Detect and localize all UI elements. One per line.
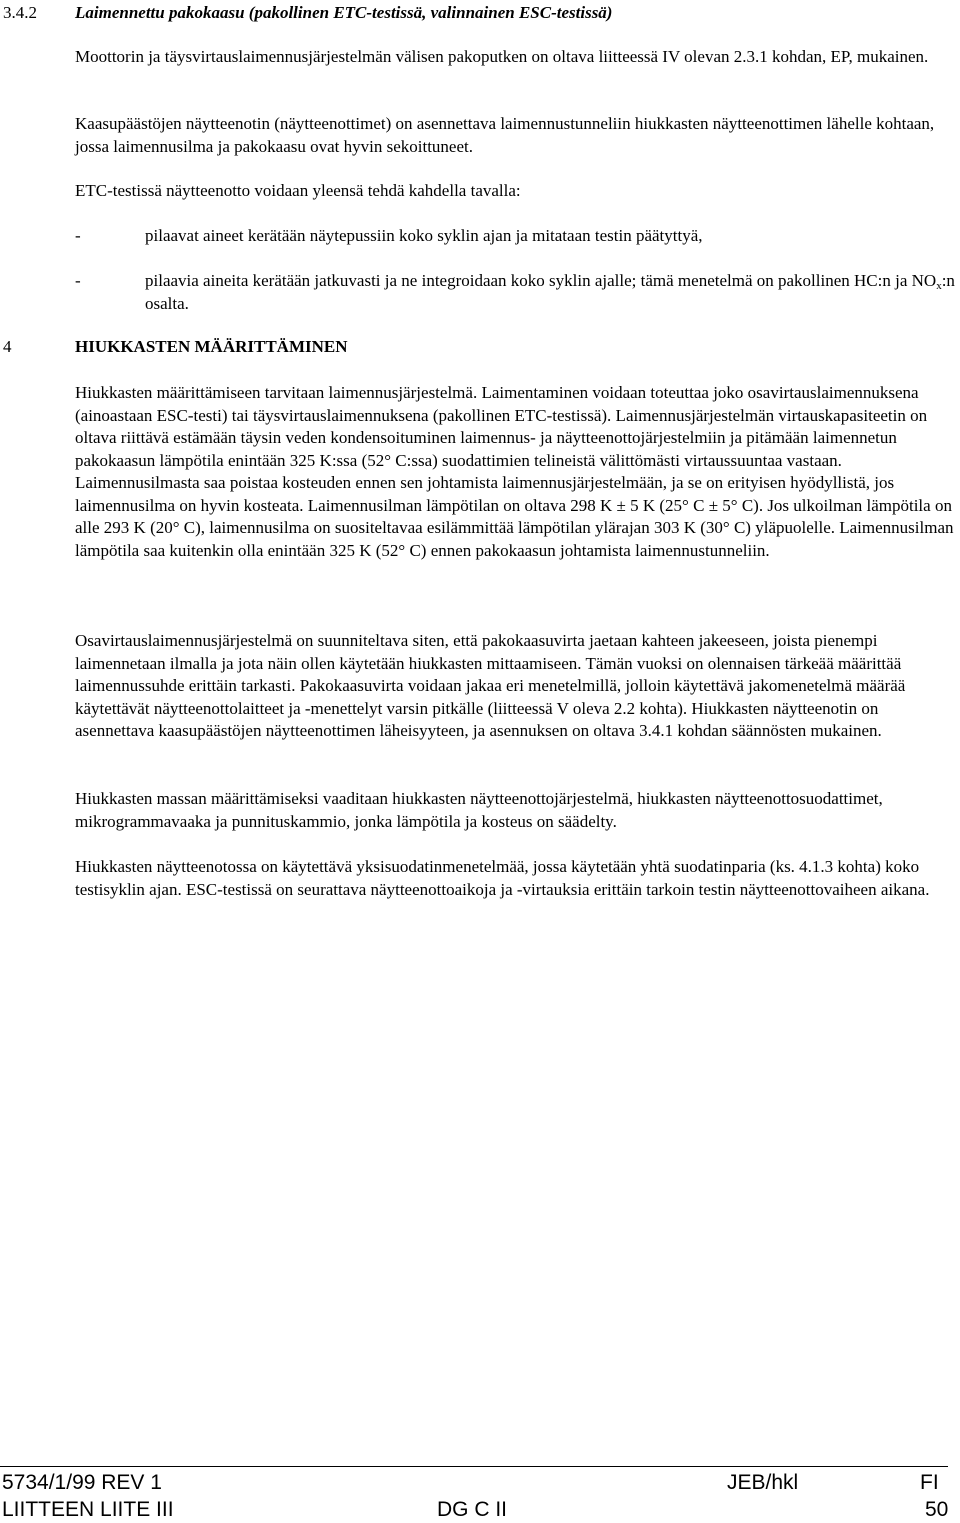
directorate-label: DG C II	[437, 1498, 508, 1521]
document-reference: 5734/1/99 REV 1	[2, 1471, 162, 1494]
page-number: 50	[925, 1498, 949, 1521]
list-dash: -	[75, 271, 81, 290]
author-initials: JEB/hkl	[727, 1471, 799, 1494]
paragraph: Osavirtauslaimennusjärjestelmä on suunniteltava siten, että pakokaasuvirta jaetaan kahteen jakeeseen, joista pienempi laimennetaan ilmalla ja jota näin ollen käytetään hiukkasten mittaamiseen. Tämän vuoksi on olennaisen tärkeää määrittää laimennussuhde erittäin tarkasti. Pakokaasuvirta voidaan jakaa eri menetelmillä, jolloin käytettävä jakomenetelmä määrää käytettävät näytteenottolaitteet ja -menettelyt varsin pitkälle (liitteessä V oleva 2.2 kohta). Hiukkasten näytteenotin on asennettava kaasupäästöjen näytteenottimen läheisyyteen, ja asennuksen on oltava 3.4.1 kohdan säännösten mukainen.	[75, 631, 906, 740]
footer-divider	[0, 1466, 948, 1467]
list-item-text: pilaavia aineita kerätään jatkuvasti ja ne integroidaan koko syklin ajalle; tämä menetelmä on pakollinen HC:n ja NO	[145, 271, 937, 290]
paragraph: Hiukkasten massan määrittämiseksi vaaditaan hiukkasten näytteenottojärjestelmä, hiukkasten näytteenottosuodattimet, mikrogrammavaaka ja punnituskammio, jonka lämpötila ja kosteus on säädelty.	[75, 789, 883, 831]
section-title: HIUKKASTEN MÄÄRITTÄMINEN	[75, 337, 348, 356]
language-code: FI	[920, 1471, 939, 1494]
list-item-text: :n osalta.	[145, 271, 955, 313]
paragraph: Hiukkasten näytteenotossa on käytettävä yksisuodatinmenetelmää, jossa käytetään yhtä suodatinparia (ks. 4.1.3 kohta) koko testisyklin ajan. ESC-testissä on seurattava näytteenottoaikoja ja -virtauksia erittäin tarkoin testin näytteenottovaiheen aikana.	[75, 857, 930, 899]
paragraph: Moottorin ja täysvirtauslaimennusjärjestelmän välisen pakoputken on oltava liitteessä IV olevan 2.3.1 kohdan, EP, mukainen.	[75, 47, 929, 66]
list-item: pilaavat aineet kerätään näytepussiin koko syklin ajan ja mitataan testin päätyttyä,	[145, 226, 703, 245]
list-item	[145, 270, 957, 315]
paragraph: ETC-testissä näytteenotto voidaan yleensä tehdä kahdella tavalla:	[75, 181, 521, 200]
section-number: 3.4.2	[3, 3, 37, 22]
list-dash: -	[75, 226, 81, 245]
paragraph: Kaasupäästöjen näytteenotin (näytteenottimet) on asennettava laimennustunneliin hiukkasten näytteenottimen lähelle kohtaan, jossa laimennusilma ja pakokaasu ovat hyvin sekoittuneet.	[75, 114, 935, 156]
annex-label: LIITTEEN LIITE III	[2, 1498, 174, 1521]
section-number: 4	[3, 337, 12, 356]
section-title: Laimennettu pakokaasu (pakollinen ETC-testissä, valinnainen ESC-testissä)	[75, 3, 613, 22]
paragraph: Hiukkasten määrittämiseen tarvitaan laimennusjärjestelmä. Laimentaminen voidaan toteuttaa joko osavirtauslaimennuksena (ainoastaan ESC-testi) tai täysvirtauslaimennuksena (pakollinen ETC-testissä). Laimennusjärjestelmän virtauskapasiteetin on oltava riittävä estämään täysin veden kondensoituminen laimennus- ja näytteenottojärjestelmiin ja pitämään laimennetun pakokaasun lämpötila enintään 325 K:ssa (52° C:ssa) suodattimien telineistä välittömästi virtaussuuntaa vastaan. Laimennusilmasta saa poistaa kosteuden ennen sen johtamista laimennusjärjestelmään, ja se on erityisen hyödyllistä, jos laimennusilma on hyvin kosteata. Laimennusilman lämpötilan on oltava 298 K ± 5 K (25° C ± 5° C). Jos ulkoilman lämpötila on alle 293 K (20° C), laimennusilma on suositeltavaa esilämmittää lämpötilan ylärajan 303 K (30° C) yläpuolelle. Laimennusilman lämpötila saa kuitenkin olla enintään 325 K (52° C) ennen pakokaasun johtamista laimennustunneliin.	[75, 383, 954, 560]
subscript: x	[936, 280, 942, 292]
